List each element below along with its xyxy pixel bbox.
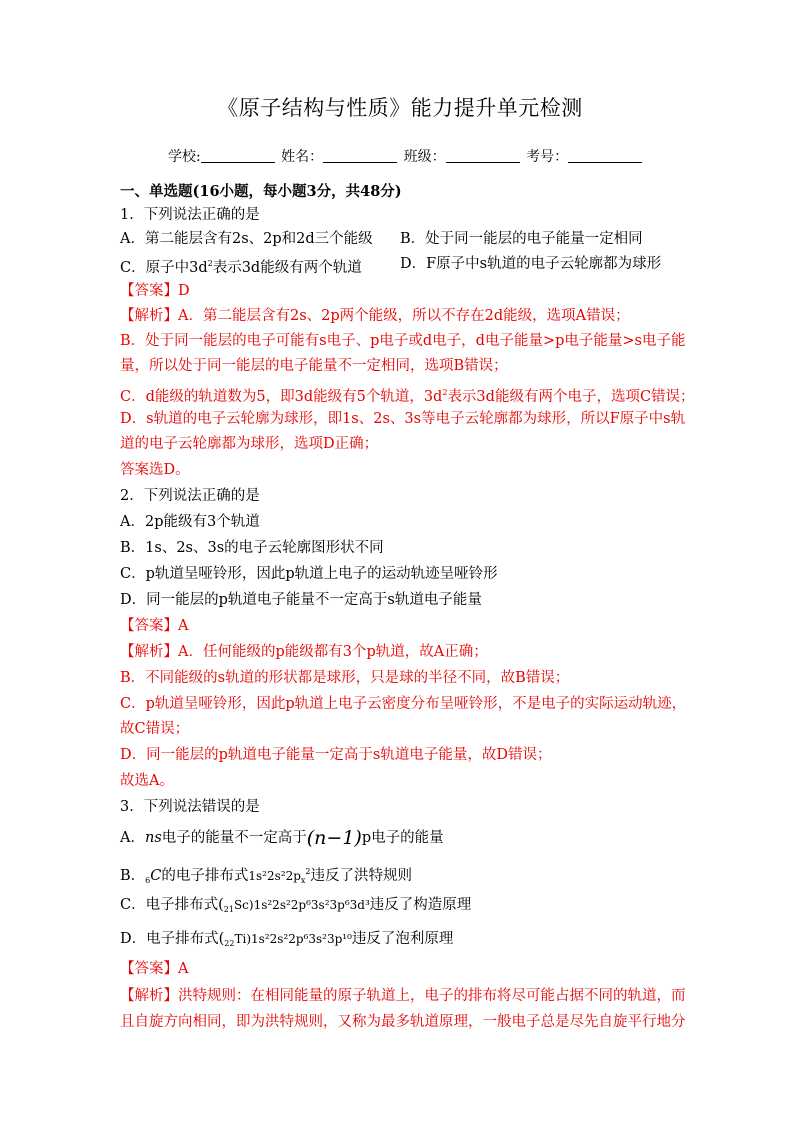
q2-option-c: C．p轨道呈哑铃形，因此p轨道上电子的运动轨迹呈哑铃形 xyxy=(120,566,498,582)
q1-explanation-3: 量，所以处于同一能层的电子能量不一定相同，选项B错误； xyxy=(120,358,508,374)
q1-options-row-2 xyxy=(120,254,760,278)
class-label: 班级： xyxy=(403,149,446,165)
exam-number-blank[interactable] xyxy=(568,148,642,163)
q2-stem: 2．下列说法正确的是 xyxy=(120,488,260,504)
q3-option-c: C．电子排布式$(_{21}Sc)1s^22s^22p^63s^23p^63d^3$违反了构造原理 xyxy=(120,897,472,914)
q3-option-b: B．$_6$C的电子排布式$1s^22s^22p_x^2$违反了洪特规则 xyxy=(120,867,412,885)
q2-answer: 【答案】A xyxy=(120,618,189,634)
q1-explanation-2: B．处于同一能层的电子可能有s电子、p电子或d电子，d电子能量>p电子能量>s电子能 xyxy=(120,333,686,349)
document-title: 《原子结构与性质》能力提升单元检测 xyxy=(217,96,583,120)
q3-explanation-2: 且自旋方向相同，即为洪特规则，又称为最多轨道原理，一般电子总是尽先自旋平行地分 xyxy=(120,1014,686,1030)
q1-explanation-4: C．d能级的轨道数为5，即3d能级有5个轨道，$3d^2$表示3d能级有两个电子，选项C错误； xyxy=(120,388,695,405)
q1-explanation-1: 【解析】A．第二能层含有2s、2p两个能级，所以不存在2d能级，选项A错误； xyxy=(120,308,630,324)
q2-explanation-2: B．不同能级的s轨道的形状都是球形，只是球的半径不同，故B错误； xyxy=(120,670,570,686)
name-label: 姓名： xyxy=(281,149,324,165)
q1-options-row-1 xyxy=(120,229,760,249)
q2-explanation-5: D．同一能层的p轨道电子能量一定高于s轨道电子能量，故D错误； xyxy=(120,747,552,763)
name-blank[interactable] xyxy=(323,148,397,163)
q1-stem: 1．下列说法正确的是 xyxy=(120,207,260,223)
q1-explanation-6: 道的电子云轮廓都为球形，选项D正确； xyxy=(120,436,379,452)
q1-explanation-5: D．s轨道的电子云轮廓为球形，即1s、2s、3s等电子云轮廓都为球形，所以F原子中s轨 xyxy=(120,411,686,427)
q2-option-b: B．1s、2s、3s的电子云轮廓图形状不同 xyxy=(120,540,384,556)
class-blank[interactable] xyxy=(446,148,520,163)
q3-option-a: A．ns电子的能量不一定高于(n−1)p电子的能量 xyxy=(120,827,444,849)
q2-explanation-1: 【解析】A．任何能级的p能级都有3个p轨道，故A正确； xyxy=(120,644,488,660)
q1-option-a: A．第二能层含有2s、2p和2d三个能级 xyxy=(120,231,373,247)
q1-conclusion: 答案选D。 xyxy=(120,462,190,478)
q1-option-b: B．处于同一能层的电子能量一定相同 xyxy=(400,231,643,247)
q3-stem: 3．下列说法错误的是 xyxy=(120,799,260,815)
school-blank[interactable] xyxy=(201,148,275,163)
q1-answer: 【答案】D xyxy=(120,283,190,299)
q3-explanation-1: 【解析】洪特规则：在相同能量的原子轨道上，电子的排布将尽可能占据不同的轨道，而 xyxy=(120,988,686,1004)
q2-explanation-3: C．p轨道呈哑铃形，因此p轨道上电子云密度分布呈哑铃形，不是电子的实际运动轨迹， xyxy=(120,696,687,712)
q1-option-d: D．F原子中s轨道的电子云轮廓都为球形 xyxy=(400,256,662,272)
q3-option-d: D．电子排布式$(_{22}Ti)1s^22s^22p^63s^23p^{10}$违反了泡利原理 xyxy=(120,931,454,948)
q2-option-a: A．2p能级有3个轨道 xyxy=(120,514,260,530)
student-info-row xyxy=(168,146,644,166)
exam-number-label: 考号： xyxy=(526,149,569,165)
q3-answer: 【答案】A xyxy=(120,961,189,977)
q2-conclusion: 故选A。 xyxy=(120,773,174,789)
q1-option-c: C．原子中$3d^2$表示3d能级有两个轨道 xyxy=(120,259,362,276)
q2-option-d: D．同一能层的p轨道电子能量不一定高于s轨道电子能量 xyxy=(120,592,482,608)
q2-explanation-4: 故C错误； xyxy=(120,721,190,737)
section-heading: 一、单选题(16小题，每小题3分，共48分) xyxy=(120,183,402,200)
school-label: 学校: xyxy=(168,149,201,165)
